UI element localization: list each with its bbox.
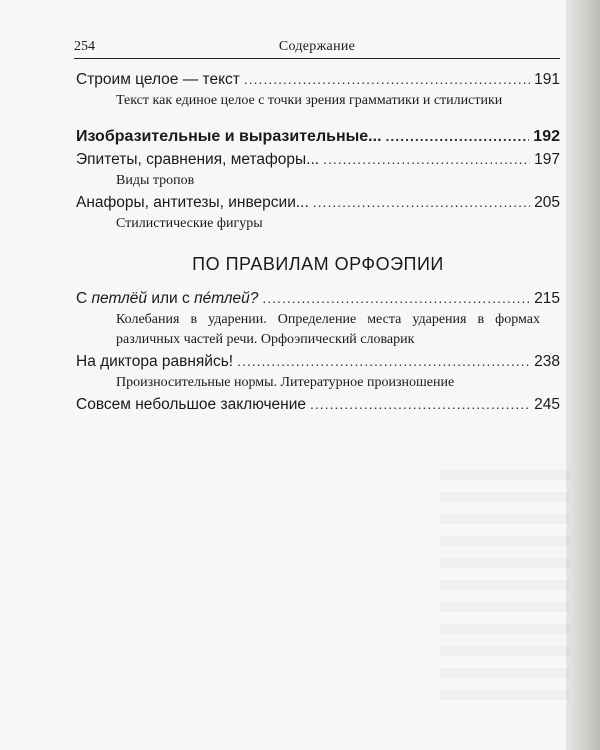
toc-entry-description: Колебания в ударении. Определение места ударения в формах различных частей речи. Орфоэпический словарик <box>116 312 540 347</box>
dot-leader <box>237 350 530 372</box>
toc-entry-title: С петлёй или с пéтлей? <box>76 290 259 307</box>
dot-leader <box>310 393 530 415</box>
toc-entry <box>76 148 560 171</box>
toc-entry-page: 191 <box>534 71 560 88</box>
show-through-text <box>440 470 570 710</box>
toc-entry-description: Произносительные нормы. Литературное произношение <box>116 375 455 390</box>
dot-leader <box>386 125 530 147</box>
toc-entry-title: На диктора равняйсь! <box>76 353 234 370</box>
toc-entry-page: 192 <box>533 128 560 145</box>
toc-entry <box>76 393 560 416</box>
table-of-contents <box>76 68 560 416</box>
running-title: Содержание <box>278 39 356 54</box>
dot-leader <box>313 191 530 213</box>
dot-leader <box>262 287 530 309</box>
toc-entry <box>76 191 560 214</box>
dot-leader <box>323 148 530 170</box>
toc-entry-description: Виды тропов <box>116 173 195 188</box>
dot-leader <box>244 68 530 90</box>
toc-entry-title: Строим целое — текст <box>76 71 240 88</box>
toc-entry <box>76 350 560 373</box>
toc-entry-title: Анафоры, антитезы, инверсии... <box>76 194 309 211</box>
toc-entry-page: 197 <box>534 151 560 168</box>
toc-entry-page: 238 <box>534 353 560 370</box>
toc-entry-page: 215 <box>534 290 560 307</box>
toc-entry-description: Текст как единое целое с точки зрения грамматики и стилистики <box>116 93 503 108</box>
page-header <box>74 36 560 59</box>
toc-entry-title: Изобразительные и выразительные... <box>76 128 382 145</box>
toc-entry <box>76 287 560 310</box>
toc-entry-page: 245 <box>534 396 560 413</box>
toc-entry <box>76 68 560 91</box>
toc-entry-title: Эпитеты, сравнения, метафоры... <box>76 151 320 168</box>
page-edge-shadow <box>566 0 600 750</box>
toc-entry-page: 205 <box>534 194 560 211</box>
toc-entry-description: Стилистические фигуры <box>116 216 263 231</box>
part-title: ПО ПРАВИЛАМ ОРФОЭПИИ <box>192 254 444 274</box>
toc-entry-title: Совсем небольшое заключение <box>76 396 307 413</box>
toc-entry <box>76 125 560 148</box>
page-number: 254 <box>74 39 95 54</box>
